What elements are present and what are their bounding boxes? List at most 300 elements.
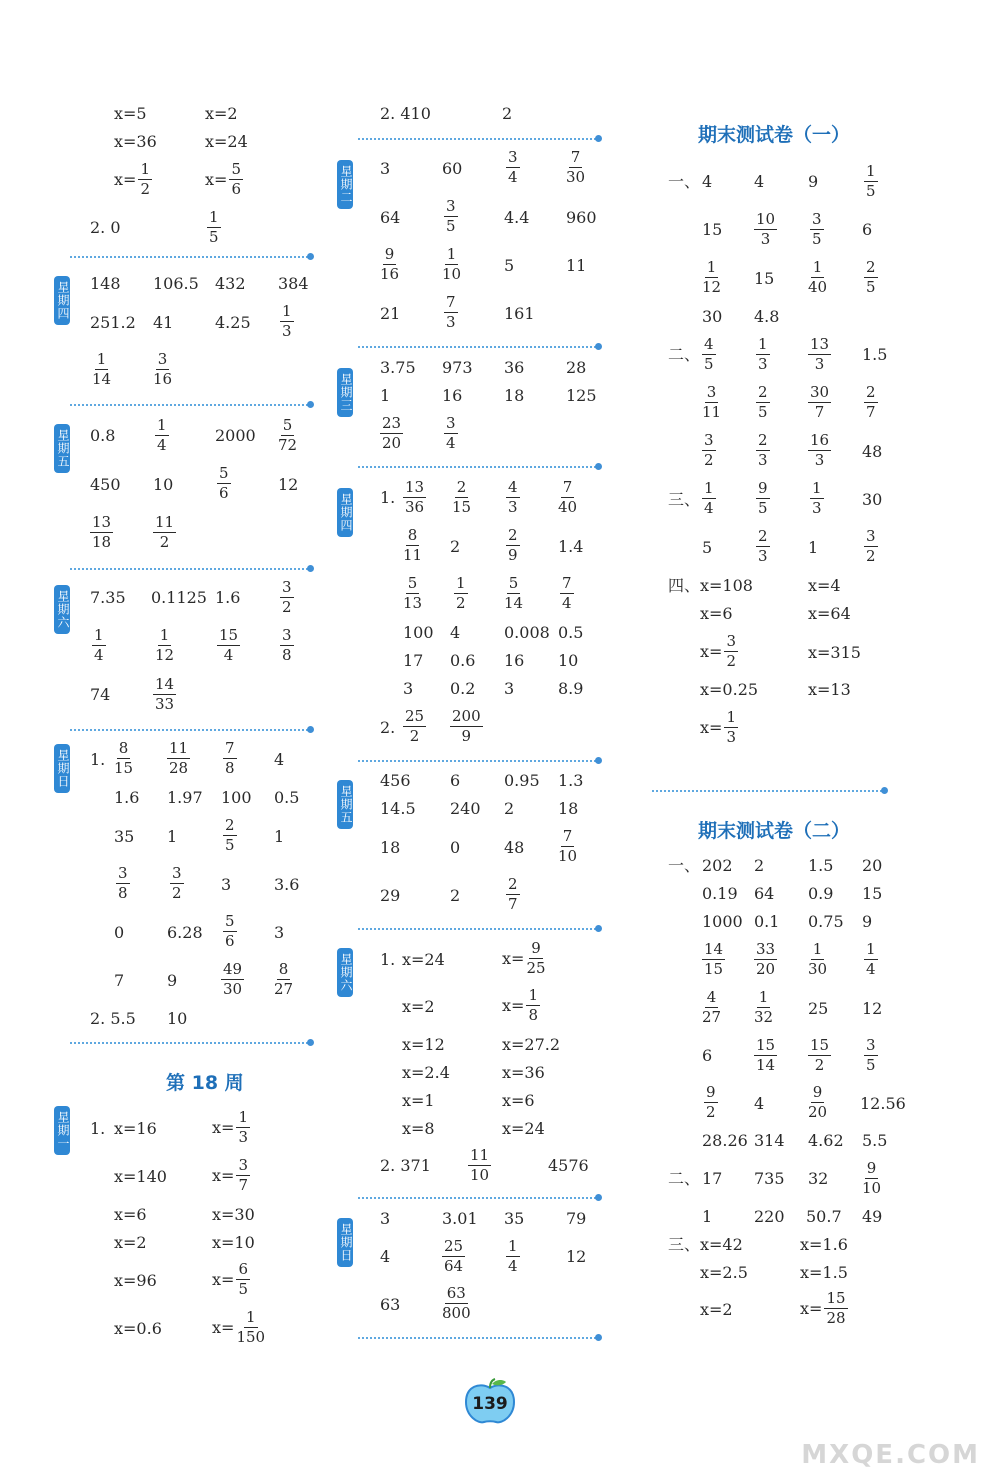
answer: x=0.6 [114, 1319, 162, 1338]
denominator: 30 [566, 168, 586, 186]
section-label: 二、 [668, 1169, 701, 1188]
watermark: MXQE.COM [801, 1440, 980, 1470]
numerator: 2 [758, 527, 768, 545]
fraction [468, 1148, 491, 1183]
denominator: 11 [702, 403, 722, 421]
answer: x= $\frac{6}{5}$ [212, 1260, 248, 1298]
answer: x=2 [402, 997, 435, 1016]
fraction [702, 481, 716, 516]
answer: 4.25 [215, 313, 251, 332]
fraction [153, 515, 176, 550]
numerator: 1 [812, 258, 823, 276]
denominator: 2 [866, 547, 876, 565]
answer: 1 [167, 827, 178, 846]
answer: 10 [153, 475, 174, 494]
answer: x=2.4 [402, 1063, 450, 1082]
numerator: 3 [446, 414, 456, 432]
answer: x= $\frac{15}{28}$ [800, 1289, 846, 1327]
answer: 4 [702, 172, 713, 191]
fraction [756, 529, 770, 564]
answer: 1.5 [808, 856, 834, 875]
fraction [236, 1310, 265, 1345]
denominator: 3 [508, 498, 518, 516]
denominator: 8 [282, 646, 292, 664]
answer: 251.2 [90, 313, 136, 332]
denominator: 20 [756, 960, 776, 978]
answer: 1.4 [558, 537, 584, 556]
divider [70, 1042, 308, 1044]
answer: 36 [504, 358, 525, 377]
answer: 161 [504, 304, 535, 323]
numerator: 3 [508, 148, 518, 166]
answer: 1.5 [862, 345, 888, 364]
numerator: 1 [866, 162, 876, 180]
fraction [155, 628, 174, 663]
denominator: 5 [225, 836, 235, 854]
answer: 4.8 [754, 307, 780, 326]
numerator: 14 [704, 940, 724, 958]
numerator: 13 [405, 478, 425, 496]
answer: x= $\frac{1}{2}$ [114, 160, 150, 198]
numerator: 7 [446, 293, 456, 311]
denominator: 16 [380, 265, 400, 283]
answer: 0.6 [450, 651, 476, 670]
answer: 5.5 [862, 1131, 888, 1150]
answer: 5 [504, 256, 515, 275]
fraction [864, 385, 878, 420]
answer: x=24 [502, 1119, 545, 1138]
denominator: 36 [405, 498, 425, 516]
answer: x=8 [402, 1119, 435, 1138]
fraction [236, 1158, 250, 1193]
denominator: 12 [155, 646, 175, 664]
numerator: 16 [810, 431, 830, 449]
answer: x=10 [212, 1233, 255, 1252]
answer: 4 [450, 623, 461, 642]
answer: x=36 [114, 132, 157, 151]
answer: 79 [566, 1209, 587, 1228]
answer: x= $\frac{9}{25}$ [502, 939, 546, 977]
numerator: 7 [570, 148, 581, 166]
denominator: 7 [814, 403, 825, 421]
fraction [702, 942, 725, 977]
denominator: 9 [508, 546, 518, 564]
fraction [808, 1038, 831, 1073]
test-heading: 期末测试卷（一） [698, 124, 851, 146]
numerator: 1 [159, 626, 170, 644]
numerator: 6 [238, 1260, 248, 1278]
denominator: 5 [812, 230, 822, 248]
fraction [756, 481, 770, 516]
answer: 14.5 [380, 799, 416, 818]
denominator: 33 [155, 695, 175, 713]
denominator: 4 [223, 646, 234, 664]
answer: 9 [167, 971, 178, 990]
fraction [170, 866, 184, 901]
page-number: 139 [472, 1394, 508, 1414]
answer: x= $\frac{5}{6}$ [205, 160, 241, 198]
answer: x=5 [114, 104, 147, 123]
day-tag: 星期一 [54, 1106, 70, 1155]
fraction [403, 709, 426, 744]
fraction [116, 866, 130, 901]
answer: 48 [504, 838, 525, 857]
answer: 3 [274, 923, 285, 942]
answer: 74 [90, 685, 111, 704]
day-tag: 星期日 [337, 1218, 353, 1267]
fraction [236, 1110, 250, 1145]
answer: 10 [558, 651, 579, 670]
day-tag: 星期五 [54, 424, 70, 473]
answer: x=2 [114, 1233, 147, 1252]
numerator: 2 [508, 875, 518, 893]
denominator: 2 [706, 1103, 716, 1121]
denominator: 25 [526, 959, 546, 977]
answer: 30 [862, 490, 883, 509]
answer: 0.2 [450, 679, 476, 698]
denominator: 2 [814, 1056, 825, 1074]
numerator: 15 [219, 626, 239, 644]
numerator: 200 [452, 707, 481, 725]
question-number: 2. 5.5 [90, 1009, 136, 1028]
fraction: $\frac{5}{6}$ [231, 160, 241, 198]
denominator: 4 [508, 168, 518, 186]
day-tag: 星期六 [54, 585, 70, 634]
answer: x=108 [700, 576, 753, 595]
answer: x= $\frac{1}{150}$ [212, 1308, 266, 1346]
question-number: 2. 410 [380, 104, 431, 123]
answer: 48 [862, 442, 883, 461]
denominator: 4 [94, 646, 104, 664]
fraction [155, 418, 169, 453]
numerator: 3 [446, 197, 456, 215]
answer: x=2 [700, 1300, 733, 1319]
numerator: 9 [384, 245, 395, 263]
denominator: 5 [866, 278, 876, 296]
answer: 4 [754, 1094, 765, 1113]
answer: 973 [442, 358, 473, 377]
question-number: 1. [380, 950, 396, 969]
denominator: 10 [862, 1179, 882, 1197]
answer: 1.6 [114, 788, 140, 807]
divider [358, 760, 596, 762]
divider [358, 928, 596, 930]
answer: 18 [504, 386, 525, 405]
numerator: 2 [225, 816, 235, 834]
fraction [756, 337, 770, 372]
fraction [444, 199, 458, 234]
denominator: 3 [758, 355, 768, 373]
denominator: 28 [826, 1309, 846, 1327]
numerator: 3 [172, 864, 182, 882]
answer: 9 [808, 172, 819, 191]
fraction [754, 942, 777, 977]
fraction [221, 962, 244, 997]
denominator: 10 [442, 265, 462, 283]
answer: x=24 [205, 132, 248, 151]
answer: 3.6 [274, 875, 300, 894]
denominator: 27 [274, 980, 294, 998]
numerator: 8 [407, 526, 418, 544]
fraction [442, 1286, 471, 1321]
numerator: 1 [812, 479, 822, 497]
answer: 28.26 [702, 1131, 748, 1150]
answer: x=6 [502, 1091, 535, 1110]
denominator: 2 [409, 727, 420, 745]
fraction [808, 433, 831, 468]
denominator: 15 [452, 498, 472, 516]
answer: x=1.5 [800, 1263, 848, 1282]
denominator: 30 [223, 980, 243, 998]
answer: 15 [702, 220, 723, 239]
fraction [444, 295, 458, 330]
answer: 7.35 [90, 588, 126, 607]
denominator: 14 [504, 594, 524, 612]
answer: 18 [380, 838, 401, 857]
question-number: 1. [90, 750, 106, 769]
answer: 12 [566, 1247, 587, 1266]
denominator: 5 [704, 355, 714, 373]
answer: 5 [702, 538, 713, 557]
numerator: 1 [704, 479, 714, 497]
denominator: 20 [808, 1103, 828, 1121]
answer: 0 [450, 838, 461, 857]
answer: x=6 [114, 1205, 147, 1224]
numerator: 1 [94, 626, 104, 644]
numerator: 3 [118, 864, 128, 882]
numerator: 4 [706, 988, 717, 1006]
denominator: 800 [442, 1304, 471, 1322]
answer: 148 [90, 274, 121, 293]
fraction [864, 942, 878, 977]
answer: 6 [450, 771, 461, 790]
numerator: 11 [155, 513, 175, 531]
fraction [756, 433, 770, 468]
denominator: 30 [808, 960, 828, 978]
divider [358, 138, 596, 140]
day-tag: 星期六 [337, 948, 353, 997]
numerator: 1 [508, 1237, 518, 1255]
denominator: 3 [282, 322, 292, 340]
answer: x=24 [402, 950, 445, 969]
denominator: 4 [508, 1257, 518, 1275]
denominator: 15 [114, 759, 134, 777]
fraction [862, 1161, 881, 1196]
answer: 450 [90, 475, 121, 494]
answer: x= $\frac{1}{8}$ [502, 986, 538, 1024]
answer: 100 [221, 788, 252, 807]
numerator: 9 [531, 939, 541, 957]
fraction [704, 1085, 718, 1120]
denominator: 3 [446, 313, 456, 331]
numerator: 11 [169, 739, 189, 757]
answer: 29 [380, 886, 401, 905]
numerator: 2 [866, 383, 876, 401]
answer: 125 [566, 386, 597, 405]
numerator: 1 [238, 1108, 248, 1126]
answer: 1 [808, 538, 819, 557]
fraction [506, 528, 520, 563]
denominator: 3 [758, 451, 768, 469]
question-number: 1. [90, 1119, 106, 1138]
answer: 60 [442, 159, 463, 178]
answer: 3 [380, 1209, 391, 1228]
answer: x=2 [205, 104, 238, 123]
answer: 3 [221, 875, 232, 894]
fraction [808, 385, 831, 420]
answer: 0.75 [808, 912, 844, 931]
fraction [403, 576, 422, 611]
numerator: 3 [866, 527, 876, 545]
fraction [223, 741, 237, 776]
fraction [380, 247, 399, 282]
numerator: 1 [282, 302, 292, 320]
numerator: 7 [562, 827, 573, 845]
denominator: 5 [758, 499, 768, 517]
denominator: 14 [756, 1056, 776, 1074]
fraction [756, 385, 770, 420]
fraction [90, 515, 113, 550]
answer: 100 [403, 623, 434, 642]
day-tag: 星期四 [54, 276, 70, 325]
answer: 2 [504, 799, 515, 818]
numerator: 33 [756, 940, 776, 958]
fraction [864, 260, 878, 295]
answer: 1.6 [215, 588, 241, 607]
answer: 735 [754, 1169, 785, 1188]
fraction [864, 529, 878, 564]
answer: x=12 [402, 1035, 445, 1054]
numerator: 3 [282, 626, 292, 644]
answer: 384 [278, 274, 309, 293]
numerator: 2 [866, 258, 876, 276]
divider [358, 466, 596, 468]
answer: 11 [566, 256, 587, 275]
denominator: 64 [444, 1257, 464, 1275]
fraction [724, 634, 738, 669]
numerator: 11 [470, 1146, 490, 1164]
fraction [808, 260, 827, 295]
denominator: 14 [92, 370, 112, 388]
answer: 4 [274, 750, 285, 769]
numerator: 1 [528, 986, 538, 1004]
numerator: 9 [866, 1159, 877, 1177]
answer: 0.5 [274, 788, 300, 807]
fraction [274, 962, 293, 997]
answer: 8.9 [558, 679, 584, 698]
fraction [403, 480, 426, 515]
fraction [724, 710, 738, 745]
answer: x=4 [808, 576, 841, 595]
denominator: 3 [814, 355, 825, 373]
answer: 4.62 [808, 1131, 844, 1150]
answer: 0.95 [504, 771, 540, 790]
answer: 4 [754, 172, 765, 191]
numerator: 1 [758, 335, 768, 353]
test-heading: 期末测试卷（二） [698, 820, 851, 842]
denominator: 9 [461, 727, 472, 745]
fraction [280, 580, 294, 615]
answer: 3 [403, 679, 414, 698]
answer: 960 [566, 208, 597, 227]
answer: x= $\frac{3}{2}$ [700, 632, 736, 670]
denominator: 13 [403, 594, 423, 612]
answer: 4.4 [504, 208, 530, 227]
numerator: 1 [812, 940, 823, 958]
section-label: 三、 [668, 490, 701, 509]
answer: 41 [153, 313, 174, 332]
answer: 2 [450, 537, 461, 556]
fraction [223, 914, 237, 949]
answer: 314 [754, 1131, 785, 1150]
fraction [558, 829, 577, 864]
fraction [560, 576, 574, 611]
answer: 4576 [548, 1156, 589, 1175]
answer: 1000 [702, 912, 743, 931]
answer: 220 [754, 1207, 785, 1226]
answer: x=16 [114, 1119, 157, 1138]
denominator: 15 [704, 960, 724, 978]
numerator: 13 [92, 513, 112, 531]
denominator: 7 [238, 1176, 248, 1194]
denominator: 5 [866, 1056, 876, 1074]
denominator: 3 [238, 1128, 248, 1146]
numerator: 13 [810, 335, 830, 353]
fraction [824, 1291, 847, 1326]
answer: 2 [450, 886, 461, 905]
denominator: 40 [808, 278, 828, 296]
answer: x=315 [808, 643, 861, 662]
answer: x=30 [212, 1205, 255, 1224]
answer: 1 [380, 386, 391, 405]
numerator: 49 [223, 960, 243, 978]
day-tag: 星期三 [337, 368, 353, 417]
answer: 12.56 [860, 1094, 906, 1113]
numerator: 2 [508, 526, 518, 544]
section-label: 一、 [668, 172, 701, 191]
denominator: 18 [92, 533, 112, 551]
fraction [754, 1038, 777, 1073]
denominator: 72 [278, 436, 298, 454]
answer: 106.5 [153, 274, 199, 293]
numerator: 1 [157, 416, 167, 434]
denominator: 27 [702, 1008, 722, 1026]
answer: 12 [278, 475, 299, 494]
question-number: 2. 371 [380, 1156, 431, 1175]
numerator: 9 [812, 1083, 823, 1101]
fraction [280, 628, 294, 663]
answer: x=1.6 [800, 1235, 848, 1254]
answer: 1 [702, 1207, 713, 1226]
denominator: 4 [704, 499, 714, 517]
denominator: 4 [157, 436, 167, 454]
denominator: 2 [726, 652, 736, 670]
denominator: 11 [403, 546, 423, 564]
answer: 0.19 [702, 884, 738, 903]
fraction [444, 416, 458, 451]
answer: x=13 [808, 680, 851, 699]
answer: 64 [754, 884, 775, 903]
fraction [810, 481, 824, 516]
denominator: 5 [866, 182, 876, 200]
numerator: 1 [96, 350, 107, 368]
denominator: 8 [225, 759, 235, 777]
numerator: 7 [225, 739, 235, 757]
denominator: 12 [702, 278, 722, 296]
numerator: 25 [405, 707, 425, 725]
section-label: 三、 [668, 1235, 701, 1254]
numerator: 1 [866, 940, 876, 958]
